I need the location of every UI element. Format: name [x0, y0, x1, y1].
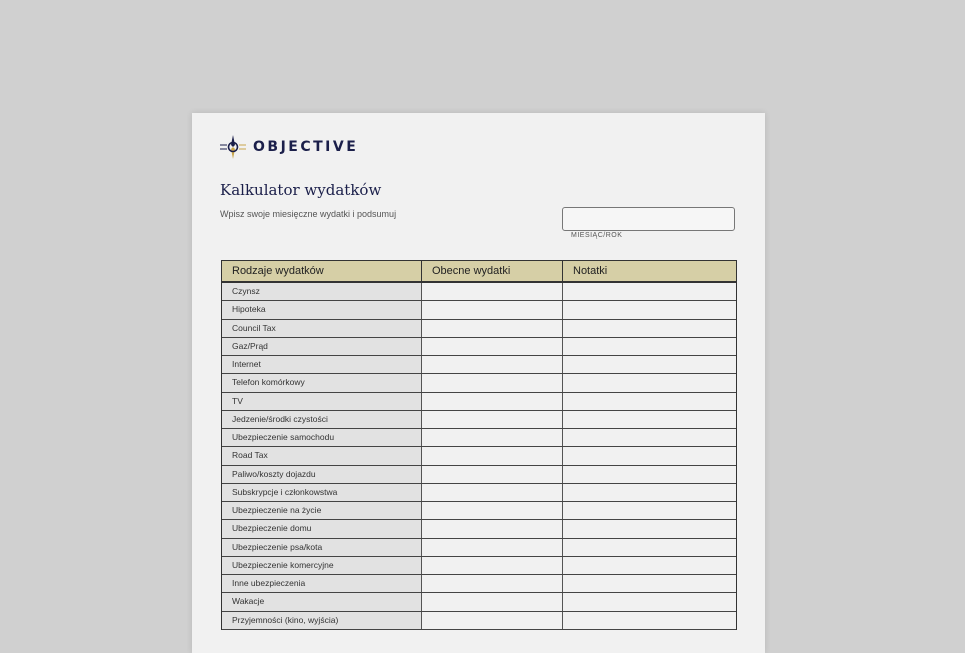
month-year-field[interactable] — [562, 207, 735, 231]
table-row — [222, 447, 736, 465]
brand-logo — [220, 134, 358, 160]
expense-type-cell: Road Tax — [222, 447, 422, 464]
header-notes: Notatki — [573, 265, 608, 277]
notes-cell[interactable] — [563, 301, 736, 318]
notes-cell[interactable] — [563, 374, 736, 391]
notes-cell[interactable] — [563, 575, 736, 592]
expense-type-cell: Council Tax — [222, 320, 422, 337]
table-row — [222, 557, 736, 575]
current-expense-cell[interactable] — [422, 338, 563, 355]
expense-table — [221, 260, 737, 630]
expense-type-cell: Ubezpieczenie samochodu — [222, 429, 422, 446]
brand-name: OBJECTIVE — [253, 139, 359, 155]
expense-type-cell: Ubezpieczenie na życie — [222, 502, 422, 519]
current-expense-cell[interactable] — [422, 539, 563, 556]
current-expense-cell[interactable] — [422, 520, 563, 537]
expense-calculator-sheet — [192, 113, 765, 653]
notes-cell[interactable] — [563, 338, 736, 355]
current-expense-cell[interactable] — [422, 612, 563, 629]
notes-cell[interactable] — [563, 502, 736, 519]
expense-type-cell: TV — [222, 393, 422, 410]
notes-cell[interactable] — [563, 429, 736, 446]
current-expense-cell[interactable] — [422, 575, 563, 592]
table-row — [222, 466, 736, 484]
table-row — [222, 283, 736, 301]
notes-cell[interactable] — [563, 593, 736, 610]
table-body — [222, 283, 736, 630]
table-header — [222, 261, 736, 283]
expense-type-cell: Wakacje — [222, 593, 422, 610]
notes-cell[interactable] — [563, 411, 736, 428]
table-row — [222, 502, 736, 520]
expense-type-cell: Inne ubezpieczenia — [222, 575, 422, 592]
expense-type-cell: Jedzenie/środki czystości — [222, 411, 422, 428]
notes-cell[interactable] — [563, 466, 736, 483]
expense-type-cell: Ubezpieczenie komercyjne — [222, 557, 422, 574]
table-row — [222, 301, 736, 319]
expense-type-cell: Telefon komórkowy — [222, 374, 422, 391]
expense-type-cell: Subskrypcje i członkowstwa — [222, 484, 422, 501]
table-row — [222, 393, 736, 411]
expense-type-cell: Gaz/Prąd — [222, 338, 422, 355]
current-expense-cell[interactable] — [422, 593, 563, 610]
table-row — [222, 338, 736, 356]
current-expense-cell[interactable] — [422, 502, 563, 519]
current-expense-cell[interactable] — [422, 356, 563, 373]
document-title: Kalkulator wydatków — [220, 181, 382, 199]
notes-cell[interactable] — [563, 612, 736, 629]
table-row — [222, 429, 736, 447]
table-row — [222, 539, 736, 557]
current-expense-cell[interactable] — [422, 557, 563, 574]
compass-logo-icon — [220, 134, 246, 160]
notes-cell[interactable] — [563, 484, 736, 501]
notes-cell[interactable] — [563, 557, 736, 574]
header-expense-type: Rodzaje wydatków — [222, 261, 422, 281]
notes-cell[interactable] — [563, 539, 736, 556]
current-expense-cell[interactable] — [422, 429, 563, 446]
current-expense-cell[interactable] — [422, 374, 563, 391]
table-row — [222, 411, 736, 429]
notes-cell[interactable] — [563, 356, 736, 373]
notes-cell[interactable] — [563, 447, 736, 464]
expense-type-cell: Paliwo/koszty dojazdu — [222, 466, 422, 483]
document-subtitle: Wpisz swoje miesięczne wydatki i podsumuj — [220, 209, 397, 219]
notes-cell[interactable] — [563, 393, 736, 410]
expense-type-cell: Hipoteka — [222, 301, 422, 318]
table-row — [222, 484, 736, 502]
current-expense-cell[interactable] — [422, 466, 563, 483]
table-row — [222, 520, 736, 538]
notes-cell[interactable] — [563, 283, 736, 300]
expense-type-cell: Ubezpieczenie psa/kota — [222, 539, 422, 556]
header-current-expenses: Obecne wydatki — [422, 261, 563, 281]
table-row — [222, 575, 736, 593]
current-expense-cell[interactable] — [422, 447, 563, 464]
expense-type-cell: Czynsz — [222, 283, 422, 300]
notes-cell[interactable] — [563, 320, 736, 337]
current-expense-cell[interactable] — [422, 320, 563, 337]
table-row — [222, 320, 736, 338]
table-row — [222, 612, 736, 630]
expense-type-cell: Ubezpieczenie domu — [222, 520, 422, 537]
expense-type-cell: Internet — [222, 356, 422, 373]
expense-type-cell: Przyjemności (kino, wyjścia) — [222, 612, 422, 629]
current-expense-cell[interactable] — [422, 484, 563, 501]
table-row — [222, 356, 736, 374]
current-expense-cell[interactable] — [422, 301, 563, 318]
table-row — [222, 593, 736, 611]
notes-cell[interactable] — [563, 520, 736, 537]
month-year-label: MIESIĄC/ROK — [571, 232, 623, 239]
current-expense-cell[interactable] — [422, 411, 563, 428]
current-expense-cell[interactable] — [422, 393, 563, 410]
table-row — [222, 374, 736, 392]
current-expense-cell[interactable] — [422, 283, 563, 300]
